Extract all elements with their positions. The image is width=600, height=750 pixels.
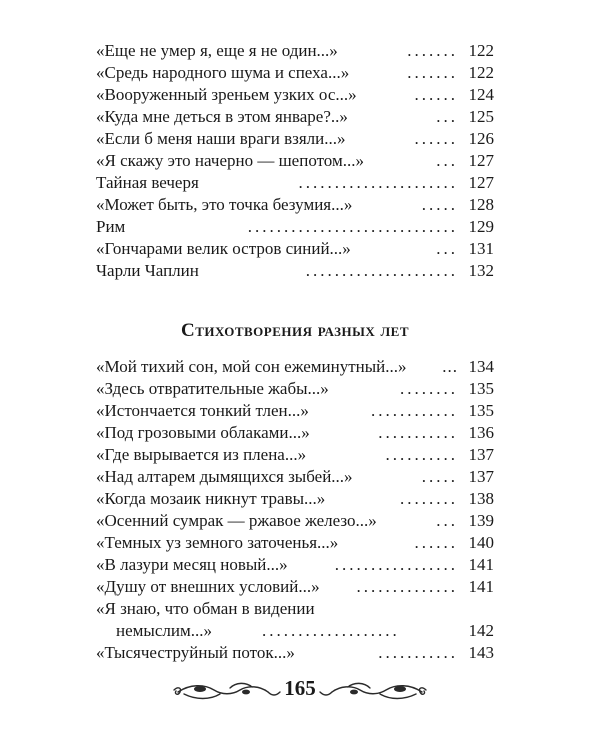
toc-entry-multiline xyxy=(96,598,494,642)
entry-title: «Когда мозаик никнут травы...» xyxy=(96,489,326,508)
entry-title: «Над алтарем дымящихся зыбей...» xyxy=(96,467,353,486)
entry-page: 141 xyxy=(468,555,494,574)
page-number: 165 xyxy=(284,676,316,700)
dot-leader: ................. xyxy=(334,555,458,574)
entry-page: 131 xyxy=(468,239,494,258)
entry-page: 135 xyxy=(468,401,494,420)
entry-title-line2: немыслим...» xyxy=(116,621,212,640)
dot-leader: ........... xyxy=(378,643,458,662)
entry-title: «Может быть, это точка безумия...» xyxy=(96,195,353,214)
dot-leader: ...................... xyxy=(298,173,458,192)
dot-leader: ... xyxy=(442,357,458,376)
entry-page: 136 xyxy=(468,423,494,442)
dot-leader: .............. xyxy=(356,577,458,596)
entry-page: 124 xyxy=(468,85,494,104)
entry-title: «Темных уз земного заточенья...» xyxy=(96,533,339,552)
dot-leader: ... xyxy=(436,107,458,126)
toc-entry xyxy=(96,356,494,378)
toc-entry xyxy=(96,62,494,84)
dot-leader: ........ xyxy=(400,489,458,508)
entry-title: «Под грозовыми облаками...» xyxy=(96,423,310,442)
dot-leader: ...... xyxy=(414,129,458,148)
dot-leader: ..................... xyxy=(305,261,458,280)
dot-leader: ................... xyxy=(262,621,400,640)
toc-entry xyxy=(96,378,494,400)
entry-page: 137 xyxy=(468,445,494,464)
dot-leader: ....... xyxy=(407,63,458,82)
dot-leader: ...... xyxy=(414,85,458,104)
toc-entry xyxy=(96,40,494,62)
toc-entry xyxy=(96,238,494,260)
entry-page: 139 xyxy=(468,511,494,530)
toc-entry xyxy=(96,466,494,488)
entry-title: «Средь народного шума и спеха...» xyxy=(96,63,350,82)
entry-title: Чарли Чаплин xyxy=(96,261,199,280)
toc-entry xyxy=(96,216,494,238)
toc-entry xyxy=(96,150,494,172)
toc-entry xyxy=(96,510,494,532)
entry-title: Тайная вечеря xyxy=(96,173,199,192)
toc-entry xyxy=(96,400,494,422)
section-heading-text: Стихотворения разных лет xyxy=(180,320,410,341)
entry-title: «Если б меня наши враги взяли...» xyxy=(96,129,346,148)
toc-entry xyxy=(96,172,494,194)
entry-title-line1: «Я знаю, что обман в видении xyxy=(96,599,315,618)
entry-page: 143 xyxy=(468,643,494,662)
entry-title: «Где вырывается из плена...» xyxy=(96,445,307,464)
entry-title: «Осенний сумрак — ржавое железо...» xyxy=(96,511,377,530)
dot-leader: ... xyxy=(436,511,458,530)
entry-page: 128 xyxy=(468,195,494,214)
toc-entry xyxy=(96,576,494,598)
toc-entry xyxy=(96,128,494,150)
dot-leader: ........... xyxy=(378,423,458,442)
toc-entry xyxy=(96,106,494,128)
entry-title: «Я скажу это начерно — шепотом...» xyxy=(96,151,364,170)
entry-page: 129 xyxy=(468,217,494,236)
toc-entry xyxy=(96,488,494,510)
entry-page: 127 xyxy=(468,151,494,170)
entry-title: «Еще не умер я, еще я не один...» xyxy=(96,41,338,60)
entry-title: «Мой тихий сон, мой сон ежеминутный...» xyxy=(96,357,407,376)
section-heading xyxy=(96,320,494,342)
entry-page: 125 xyxy=(468,107,494,126)
entry-page: 138 xyxy=(468,489,494,508)
entry-page: 122 xyxy=(468,41,494,60)
entry-title: «В лазури месяц новый...» xyxy=(96,555,288,574)
toc-entry xyxy=(96,194,494,216)
toc-entry xyxy=(96,444,494,466)
entry-page: 126 xyxy=(468,129,494,148)
entry-page: 142 xyxy=(468,621,494,640)
entry-page: 122 xyxy=(468,63,494,82)
dot-leader: ............................. xyxy=(247,217,458,236)
toc-entry xyxy=(96,84,494,106)
toc-section-1 xyxy=(96,40,494,282)
toc-entry xyxy=(96,532,494,554)
entry-title: «Вооруженный зреньем узких ос...» xyxy=(96,85,357,104)
page-footer xyxy=(170,672,430,708)
toc-entry xyxy=(96,260,494,282)
entry-page: 132 xyxy=(468,261,494,280)
dot-leader: ...... xyxy=(414,533,458,552)
entry-page: 135 xyxy=(468,379,494,398)
dot-leader: ..... xyxy=(421,467,458,486)
dot-leader: .......... xyxy=(385,445,458,464)
entry-title: «Душу от внешних условий...» xyxy=(96,577,320,596)
entry-page: 134 xyxy=(468,357,494,376)
entry-title: «Куда мне деться в этом январе?..» xyxy=(96,107,348,126)
dot-leader: ....... xyxy=(407,41,458,60)
toc-section-2 xyxy=(96,356,494,664)
entry-title: «Гончарами велик остров синий...» xyxy=(96,239,351,258)
entry-page: 141 xyxy=(468,577,494,596)
dot-leader: ........ xyxy=(400,379,458,398)
entry-page: 140 xyxy=(468,533,494,552)
toc-entry xyxy=(96,422,494,444)
entry-page: 127 xyxy=(468,173,494,192)
entry-title: Рим xyxy=(96,217,126,236)
toc-entry xyxy=(96,554,494,576)
dot-leader: ... xyxy=(436,239,458,258)
dot-leader: ..... xyxy=(421,195,458,214)
entry-title: «Истончается тонкий тлен...» xyxy=(96,401,309,420)
entry-title: «Здесь отвратительные жабы...» xyxy=(96,379,329,398)
entry-title: «Тысячеструйный поток...» xyxy=(96,643,295,662)
dot-leader: ............ xyxy=(371,401,458,420)
dot-leader: ... xyxy=(436,151,458,170)
toc-entry xyxy=(96,642,494,664)
entry-page: 137 xyxy=(468,467,494,486)
